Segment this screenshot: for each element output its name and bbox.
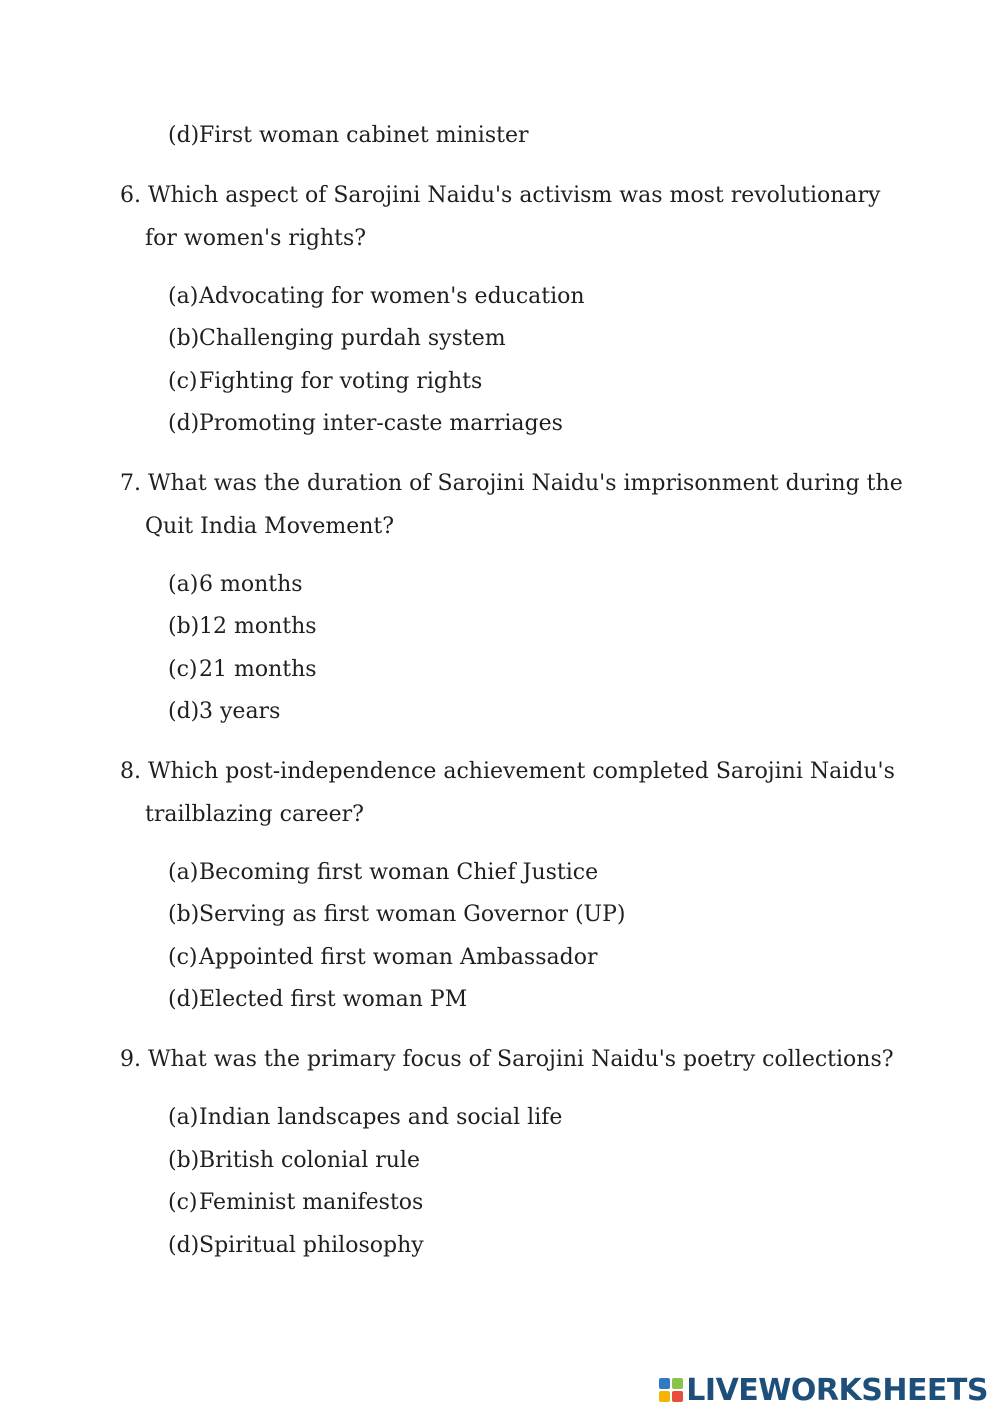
question-9 — [120, 1046, 894, 1074]
option-text: Elected first woman PM — [199, 987, 468, 1012]
question-8-option-d — [168, 986, 467, 1014]
question-6-option-c — [168, 368, 482, 396]
option-text: 6 months — [199, 572, 303, 597]
option-text: Feminist manifestos — [199, 1190, 424, 1215]
option-text: Serving as first woman Governor (UP) — [199, 902, 626, 927]
question-9-option-a — [168, 1104, 562, 1132]
option-label: (d) — [168, 699, 200, 724]
option-label: (b) — [168, 902, 200, 927]
option-text: British colonial rule — [199, 1148, 420, 1173]
option-label: (d) — [168, 411, 200, 436]
question-7-option-c — [168, 656, 317, 684]
question-text-continued: for women's rights? — [145, 226, 367, 251]
option-text: Spiritual philosophy — [199, 1233, 424, 1258]
logo-square-blue — [659, 1378, 670, 1389]
question-text: 9. What was the primary focus of Sarojini Naidu's poetry collections? — [120, 1047, 894, 1072]
question-text: 6. Which aspect of Sarojini Naidu's activism was most revolutionary — [120, 183, 881, 208]
option-label: (a) — [168, 860, 199, 885]
option-text: Indian landscapes and social life — [199, 1105, 563, 1130]
question-6-option-d — [168, 410, 563, 438]
option-text: 21 months — [199, 657, 317, 682]
question-9-option-c — [168, 1189, 423, 1217]
option-label: (a) — [168, 284, 199, 309]
question-6-option-b — [168, 325, 506, 353]
option-label: (d) — [168, 123, 200, 148]
logo-square-green — [672, 1378, 683, 1389]
option-label: (d) — [168, 1233, 200, 1258]
option-label: (d) — [168, 987, 200, 1012]
option-label: (a) — [168, 1105, 199, 1130]
option-text: Promoting inter-caste marriages — [199, 411, 563, 436]
question-8 — [120, 758, 895, 829]
option-text: First woman cabinet minister — [199, 123, 529, 148]
liveworksheets-brand[interactable] — [659, 1372, 988, 1408]
logo-square-yellow — [659, 1391, 670, 1402]
question-6-option-a — [168, 283, 585, 311]
question-9-option-b — [168, 1147, 420, 1175]
question-text-continued: Quit India Movement? — [145, 514, 395, 539]
option-label: (b) — [168, 1148, 200, 1173]
question-7-option-a — [168, 571, 303, 599]
option-text: Appointed first woman Ambassador — [199, 945, 598, 970]
option-text: Fighting for voting rights — [199, 369, 483, 394]
option-label: (c) — [168, 945, 198, 970]
logo-square-red — [672, 1391, 683, 1402]
question-6 — [120, 182, 880, 253]
option-text: Becoming first woman Chief Justice — [199, 860, 599, 885]
option-text: 12 months — [199, 614, 317, 639]
question-8-option-c — [168, 944, 597, 972]
option-label: (a) — [168, 572, 199, 597]
option-text: Advocating for women's education — [199, 284, 585, 309]
liveworksheets-logo-icon — [659, 1378, 683, 1402]
question-text: 8. Which post-independence achievement completed Sarojini Naidu's — [120, 759, 895, 784]
question-text: 7. What was the duration of Sarojini Naidu's imprisonment during the — [120, 471, 903, 496]
question-7-option-d — [168, 698, 280, 726]
option-label: (c) — [168, 1190, 198, 1215]
option-label: (c) — [168, 657, 198, 682]
question-7-option-b — [168, 613, 317, 641]
question-7 — [120, 470, 903, 541]
option-prev-d — [168, 122, 529, 150]
brand-name: LIVEWORKSHEETS — [686, 1372, 988, 1408]
question-9-option-d — [168, 1232, 424, 1260]
option-label: (c) — [168, 369, 198, 394]
option-text: 3 years — [199, 699, 281, 724]
option-label: (b) — [168, 326, 200, 351]
option-label: (b) — [168, 614, 200, 639]
option-text: Challenging purdah system — [199, 326, 506, 351]
question-text-continued: trailblazing career? — [145, 802, 364, 827]
question-8-option-a — [168, 859, 598, 887]
question-8-option-b — [168, 901, 625, 929]
